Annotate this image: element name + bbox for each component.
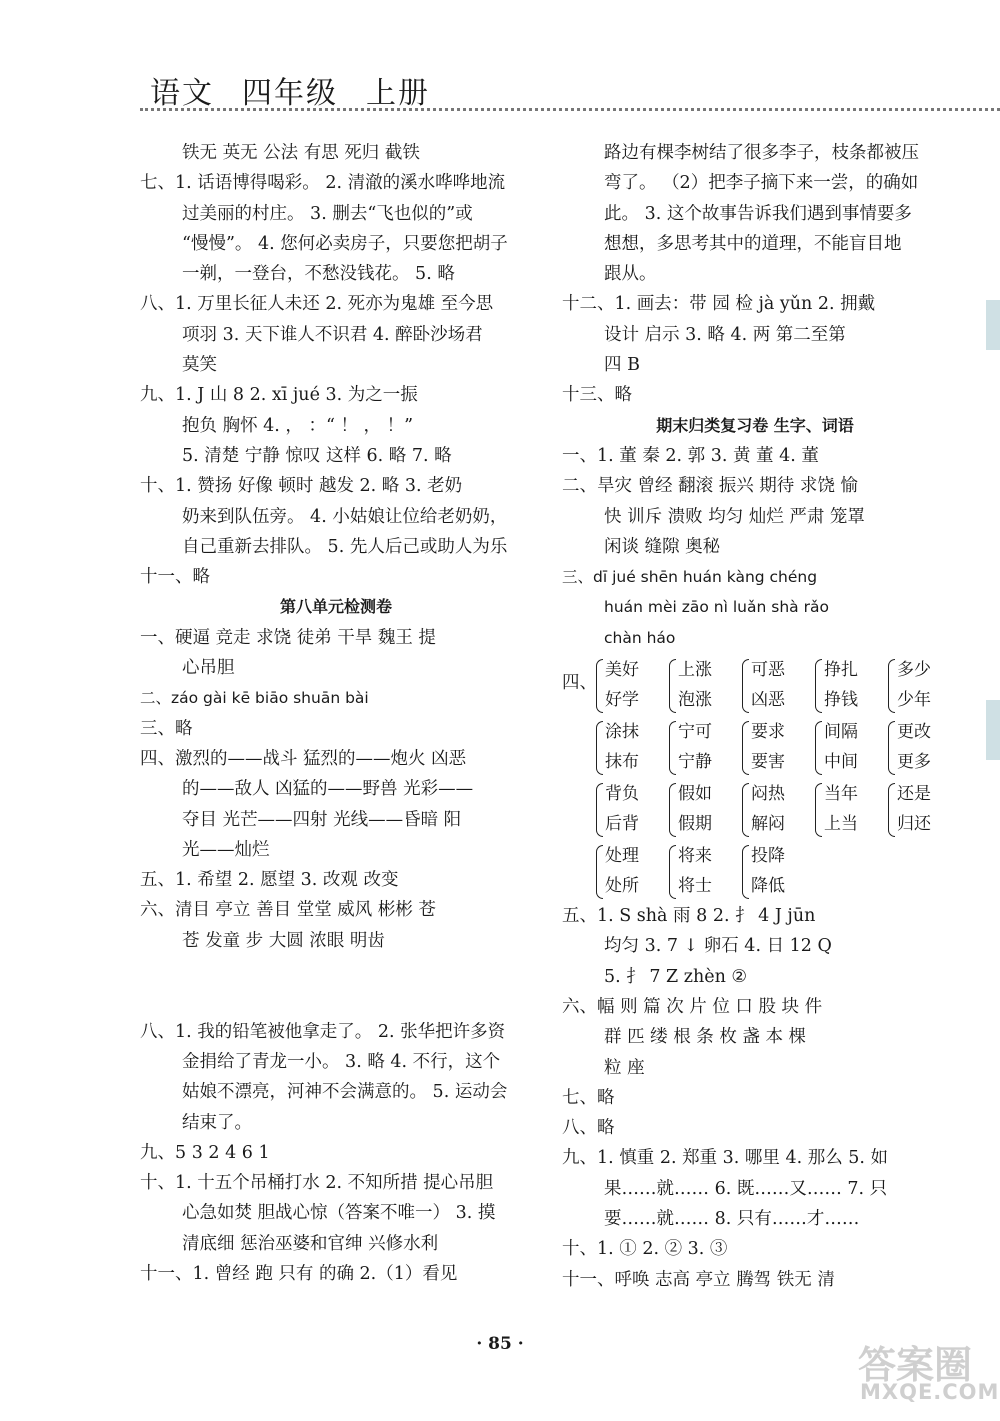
pair-word: 中间	[824, 752, 858, 773]
pair-word: 抹布	[605, 752, 639, 773]
pair-word: 少年	[897, 690, 931, 711]
brace-icon	[596, 721, 603, 775]
watermark-logo	[858, 1334, 1000, 1408]
brace-icon	[742, 721, 749, 775]
pair-word: 假如	[678, 784, 712, 805]
pair-word: 将来	[678, 846, 712, 867]
answer-line: 要……就…… 8. 只有……才……	[604, 1209, 860, 1230]
pair-word: 要求	[751, 722, 785, 743]
pair-word: 上涨	[678, 660, 712, 681]
header-volume: 上册	[366, 76, 430, 111]
pair-word: 间隔	[824, 722, 858, 743]
answer-line: 一、硬逼 竞走 求饶 徒弟 干旱 魏王 提	[140, 627, 436, 648]
word-pair	[596, 655, 669, 715]
answer-line: 粒 座	[604, 1057, 645, 1078]
answer-line: huán mèi zāo nì luǎn shà rǎo	[604, 598, 829, 617]
answer-line: 弯了。 （2）把李子摘下来一尝，的确如	[604, 173, 919, 194]
answer-line: 四 B	[604, 355, 640, 376]
pair-word: 背负	[605, 784, 639, 805]
pair-word: 挣扎	[824, 660, 858, 681]
pair-word: 处理	[605, 846, 639, 867]
answer-line: 路边有棵李树结了很多李子，枝条都被压	[604, 143, 919, 163]
answer-line: 十一、1. 曾经 跑 只有 的确 2.（1）看见	[140, 1263, 458, 1284]
section-title: 第八单元检测卷	[279, 597, 392, 617]
brace-icon	[815, 721, 822, 775]
answer-line: 铁无 英无 公法 有思 死归 截铁	[182, 143, 420, 163]
page-header	[150, 68, 458, 112]
pair-word: 投降	[751, 846, 785, 867]
page-number: · 85 ·	[476, 1334, 524, 1354]
answer-line: 十一、呼唤 志高 亭立 腾驾 铁无 清	[562, 1269, 835, 1290]
answer-line: 九、5 3 2 4 6 1	[140, 1142, 270, 1163]
pair-word: 还是	[897, 784, 931, 805]
word-pair	[742, 655, 815, 715]
pair-word: 上当	[824, 814, 858, 835]
answer-line: 七、略	[562, 1087, 615, 1108]
word-pair-row	[562, 839, 948, 901]
pair-word: 挣钱	[824, 690, 858, 711]
word-pair	[742, 841, 815, 901]
pair-word: 好学	[605, 690, 639, 711]
answer-line: 设计 启示 3. 略 4. 两 第二至第	[604, 324, 846, 345]
answer-line: 十、1. 十五个吊桶打水 2. 不知所措 提心吊胆	[140, 1173, 494, 1194]
word-pair	[888, 779, 961, 839]
brace-icon	[669, 783, 676, 837]
answer-line: 姑娘不漂亮，河神不会满意的。 5. 运动会	[182, 1082, 508, 1103]
word-pair	[669, 841, 742, 901]
answer-line: 5. 清楚 宁静 惊叹 这样 6. 略 7. 略	[182, 445, 452, 466]
word-pair	[815, 779, 888, 839]
word-pair	[888, 717, 961, 777]
answer-line: 项羽 3. 天下谁人不识君 4. 醉卧沙场君	[182, 324, 483, 345]
answer-line: 莫笑	[182, 355, 217, 376]
word-pair-row	[562, 715, 948, 777]
pair-word: 当年	[824, 784, 858, 805]
brace-icon	[888, 721, 895, 775]
answer-line: 二、旱灾 曾经 翻滚 振兴 期待 求饶 愉	[562, 476, 858, 497]
brace-icon	[742, 783, 749, 837]
answer-line: 心吊胆	[182, 658, 235, 679]
header-grade: 四年级	[242, 76, 338, 111]
pair-word: 闷热	[751, 784, 785, 805]
pair-word: 宁可	[678, 722, 712, 743]
brace-icon	[669, 845, 676, 899]
header-dotted-rule	[140, 108, 1000, 111]
brace-icon	[669, 659, 676, 713]
answer-line: 十三、略	[562, 385, 632, 406]
answer-line: 八、略	[562, 1118, 615, 1139]
pair-word: 将士	[678, 876, 712, 897]
word-pair	[669, 717, 742, 777]
word-pair	[596, 841, 669, 901]
brace-icon	[815, 659, 822, 713]
answer-line: 一剃，一登台，不愁没钱花。 5. 略	[182, 264, 455, 285]
answer-line: 一、1. 董 秦 2. 郭 3. 黄 董 4. 董	[562, 445, 819, 466]
answer-line: 光——灿烂	[182, 839, 270, 860]
answer-line: 5. 扌 7 Z zhèn ②	[604, 966, 748, 987]
pair-word: 要害	[751, 752, 785, 773]
answer-line: 五、1. S shà 雨 8 2. 扌 4 J jūn	[562, 906, 816, 927]
answer-line: 二、záo gài kē biāo shuān bài	[140, 689, 369, 708]
word-pair	[815, 717, 888, 777]
brace-icon	[669, 721, 676, 775]
word-pair	[596, 779, 669, 839]
answer-line: 五、1. 希望 2. 愿望 3. 改观 改变	[140, 870, 399, 891]
edge-tab-mark	[986, 300, 1000, 350]
pair-word: 凶恶	[751, 690, 785, 711]
word-pair	[742, 717, 815, 777]
answer-line: 三、dī jué shēn huán kàng chéng	[562, 568, 818, 587]
answer-line: 群 匹 缕 根 条 枚 盏 本 棵	[604, 1027, 807, 1048]
word-pair	[815, 655, 888, 715]
answer-line: 十、1. 赞扬 好像 顿时 越发 2. 略 3. 老奶	[140, 476, 463, 497]
answer-line: 四、激烈的——战斗 猛烈的——炮火 凶恶	[140, 748, 467, 769]
pair-word: 降低	[751, 876, 785, 897]
brace-icon	[815, 783, 822, 837]
word-pair	[742, 779, 815, 839]
word-pair-row	[562, 777, 948, 839]
pair-word: 更改	[897, 722, 931, 743]
brace-icon	[888, 659, 895, 713]
pair-word: 宁静	[678, 752, 712, 773]
word-pair	[669, 655, 742, 715]
item-number: 四、	[562, 673, 597, 694]
answer-line: 夺目 光芒——四射 光线——昏暗 阳	[182, 809, 462, 830]
answer-line: 清底细 惩治巫婆和官绅 兴修水利	[182, 1233, 439, 1254]
answer-line: 六、幅 则 篇 次 片 位 口 股 块 件	[562, 996, 823, 1017]
pair-word: 归还	[897, 814, 931, 835]
brace-icon	[596, 659, 603, 713]
left-column	[140, 138, 532, 1289]
watermark-text: 答案圈	[858, 1343, 973, 1387]
answer-line: 果……就…… 6. 既……又…… 7. 只	[604, 1178, 888, 1199]
answer-line: 六、清目 亭立 善目 堂堂 威风 彬彬 苍	[140, 900, 436, 921]
edge-tab-mark	[986, 700, 1000, 760]
brace-icon	[596, 783, 603, 837]
pair-word: 涂抹	[605, 722, 639, 743]
answer-line: 三、略	[140, 718, 193, 739]
answer-line: “慢慢”。 4. 您何必卖房子，只要您把胡子	[182, 233, 508, 254]
answer-line: 快 训斥 溃败 均匀 灿烂 严肃 笼罩	[604, 506, 865, 527]
answer-line: 过美丽的村庄。 3. 删去“飞也似的”或	[182, 203, 473, 224]
answer-line: 七、1. 话语博得喝彩。 2. 清澈的溪水哗哗地流	[140, 173, 506, 194]
answer-line: 均匀 3. 7 ↓ 卵石 4. 日 12 Q	[604, 936, 832, 957]
pair-word: 泡涨	[678, 690, 712, 711]
pair-word: 多少	[897, 660, 931, 681]
answer-line: 苍 发童 步 大圆 浓眼 明齿	[182, 930, 385, 951]
answer-line: 十一、略	[140, 567, 210, 588]
word-pair-row	[562, 653, 948, 715]
answer-line: 奶来到队伍旁。 4. 小姑娘让位给老奶奶，	[182, 506, 508, 527]
brace-icon	[596, 845, 603, 899]
pair-word: 更多	[897, 752, 931, 773]
answer-line-underlined-words	[140, 956, 532, 986]
answer-line: 结束了。	[182, 1112, 252, 1133]
pair-word: 美好	[605, 660, 639, 681]
brace-icon	[742, 659, 749, 713]
answer-line: 想想，多思考其中的道理，不能盲目地	[604, 233, 902, 254]
section-title: 期末归类复习卷 生字、词语	[656, 415, 854, 435]
answer-line-underlined-words	[140, 986, 532, 1016]
answer-line: 自己重新去排队。 5. 先人后己或助人为乐	[182, 536, 508, 557]
answer-line: 十、1. ① 2. ② 3. ③	[562, 1239, 728, 1260]
answer-line: 的——敌人 凶猛的——野兽 光彩——	[182, 779, 474, 800]
answer-line: 此。 3. 这个故事告诉我们遇到事情要多	[604, 203, 912, 224]
pair-word: 后背	[605, 814, 639, 835]
header-subject: 语文	[150, 76, 214, 111]
answer-line: 八、1. 我的铅笔被他拿走了。 2. 张华把许多资	[140, 1021, 506, 1042]
brace-icon	[888, 783, 895, 837]
answer-line: 金捐给了青龙一小。 3. 略 4. 不行，这个	[182, 1051, 501, 1072]
answer-line: 九、1. 慎重 2. 郑重 3. 哪里 4. 那么 5. 如	[562, 1148, 889, 1169]
pair-word: 处所	[605, 876, 639, 897]
word-pair	[669, 779, 742, 839]
answer-line: 八、1. 万里长征人未还 2. 死亦为鬼雄 至今思	[140, 294, 494, 315]
answer-line: 心急如焚 胆战心惊（答案不唯一） 3. 摸	[182, 1203, 496, 1224]
answer-line: 闲谈 缝隙 奥秘	[604, 536, 721, 557]
pair-word: 解闷	[751, 814, 785, 835]
right-column	[562, 138, 948, 1295]
watermark-url: MXQE.COM	[860, 1380, 1000, 1404]
pair-word: 假期	[678, 814, 712, 835]
answer-line: 十二、1. 画去：带 园 检 jà yǔn 2. 拥戴	[562, 294, 876, 315]
answer-line: 抱负 胸怀 4. ， ：“ ！ ， ！”	[182, 415, 414, 436]
answer-line: chàn háo	[604, 628, 676, 647]
brace-icon	[742, 845, 749, 899]
word-pair	[596, 717, 669, 777]
word-pair	[888, 655, 961, 715]
answer-line: 跟从。	[604, 264, 657, 285]
answer-line: 九、1. J 山 8 2. xī jué 3. 为之一振	[140, 385, 418, 406]
pair-word: 可恶	[751, 660, 785, 681]
